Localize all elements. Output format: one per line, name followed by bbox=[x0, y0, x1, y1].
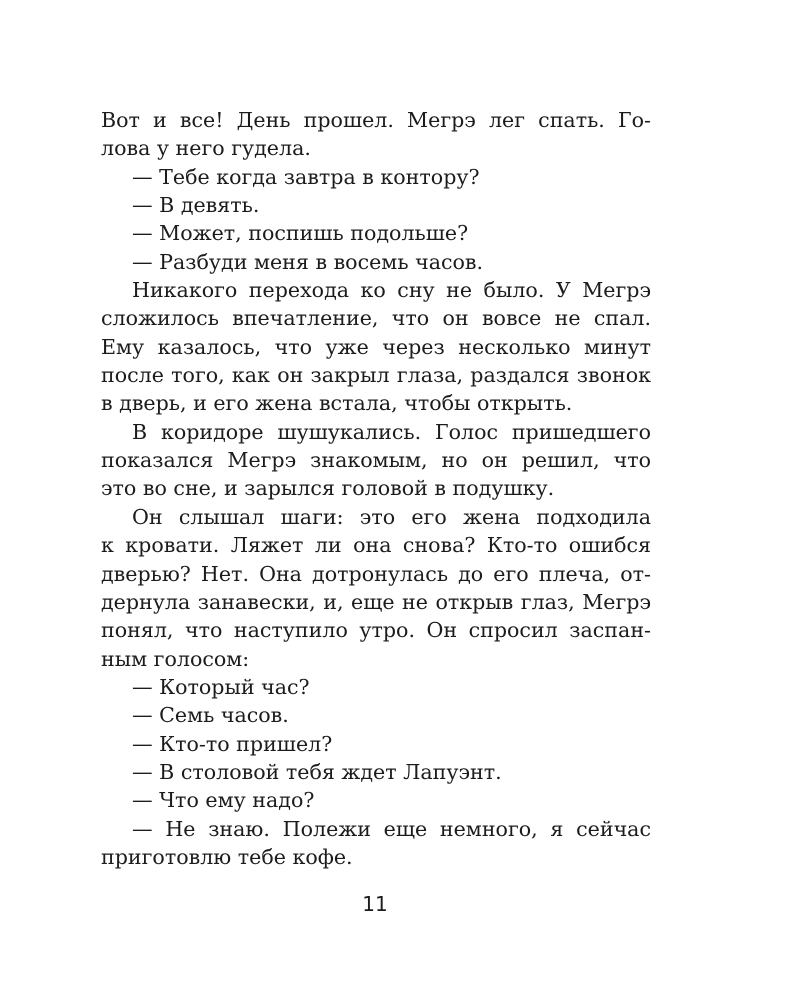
text-line-19: понял, что наступило утро. Он спросил заспан- bbox=[101, 618, 651, 643]
text-line-23: — Кто-то пришел? bbox=[132, 731, 333, 756]
text-line-26: — Не знаю. Полежи еще немного, я сейчас bbox=[132, 816, 651, 841]
text-line-15: Он слышал шаги: это его жена подходила bbox=[132, 504, 651, 529]
text-line-9: Ему казалось, что уже через несколько минут bbox=[101, 334, 651, 359]
page-number: 11 bbox=[362, 892, 388, 916]
text-line-25: — Что ему надо? bbox=[132, 788, 315, 813]
text-line-12: В коридоре шушукались. Голос пришедшего bbox=[132, 419, 651, 444]
text-line-24: — В столовой тебя ждет Лапуэнт. bbox=[132, 759, 502, 784]
text-line-1: Вот и все! День прошел. Мегрэ лег спать. Го- bbox=[101, 108, 651, 132]
text-line-13: показался Мегрэ знакомым, но он решил, что bbox=[101, 448, 651, 473]
body-text bbox=[101, 106, 651, 871]
text-line-3: — Тебе когда завтра в контору? bbox=[132, 164, 480, 189]
text-line-11: в дверь, и его жена встала, чтобы открыть. bbox=[101, 391, 573, 416]
text-line-16: к кровати. Ляжет ли она снова? Кто-то ошибся bbox=[101, 533, 651, 558]
text-line-18: дернула занавески, и, еще не открыв глаз, Мегрэ bbox=[101, 589, 651, 614]
text-line-5: — Может, поспишь подольше? bbox=[132, 221, 469, 246]
text-line-8: сложилось впечатление, что он вовсе не спал. bbox=[101, 306, 651, 331]
text-line-20: ным голосом: bbox=[101, 646, 250, 671]
text-line-6: — Разбуди меня в восемь часов. bbox=[132, 249, 484, 274]
text-line-22: — Семь часов. bbox=[132, 703, 289, 728]
text-line-7: Никакого перехода ко сну не было. У Мегрэ bbox=[132, 278, 651, 303]
text-line-17: дверью? Нет. Она дотронулась до его плеча, от- bbox=[101, 561, 651, 586]
text-line-4: — В девять. bbox=[132, 193, 260, 218]
text-line-14: это во сне, и зарылся головой в подушку. bbox=[101, 476, 555, 501]
text-line-2: лова у него гудела. bbox=[101, 136, 311, 161]
text-line-10: после того, как он закрыл глаза, раздался звонок bbox=[101, 363, 651, 388]
text-line-27: приготовлю тебе кофе. bbox=[101, 844, 353, 869]
text-line-21: — Который час? bbox=[132, 674, 310, 699]
